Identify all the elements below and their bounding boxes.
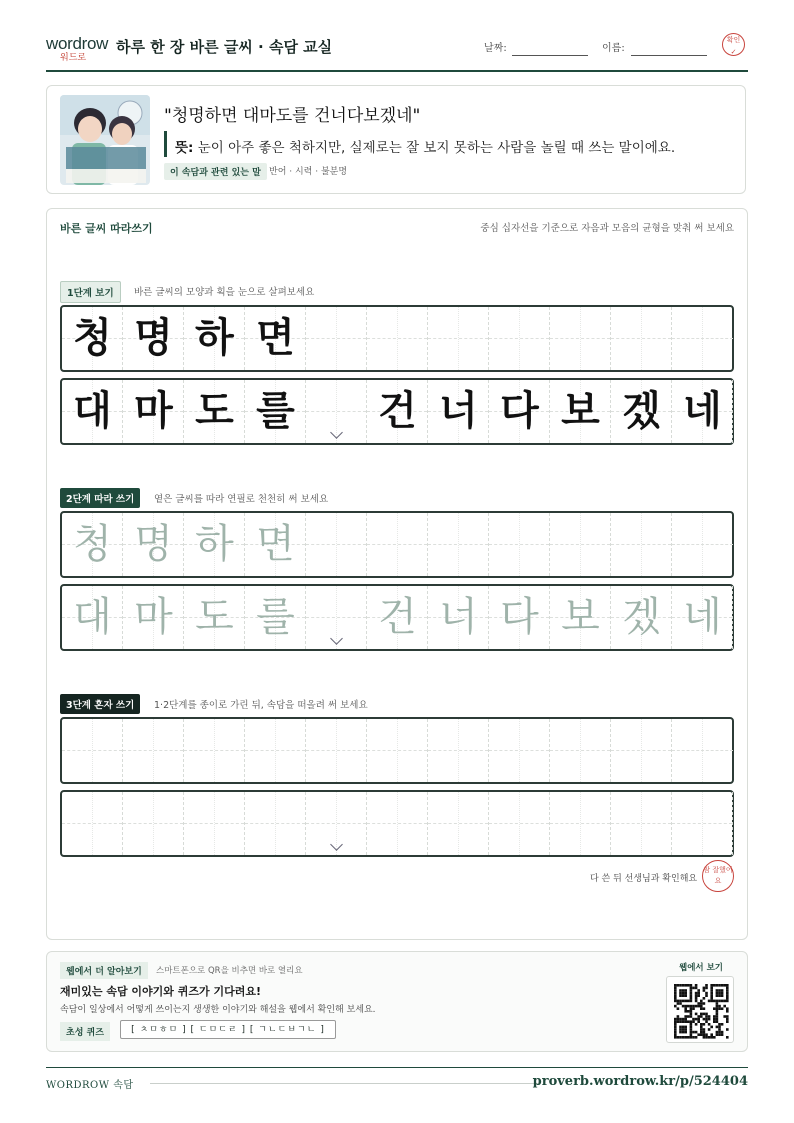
- grid-guide-v: [214, 792, 215, 855]
- grid-cell[interactable]: [123, 719, 184, 782]
- grid-guide-v: [641, 719, 642, 782]
- grid-guide-v: [702, 513, 703, 576]
- grid-character: 다: [500, 594, 539, 640]
- grid-cell[interactable]: [428, 513, 489, 576]
- grid-guide-v: [458, 792, 459, 855]
- grid-cell[interactable]: [550, 792, 611, 855]
- grid-cell[interactable]: [489, 792, 550, 855]
- grid-cell[interactable]: [62, 719, 123, 782]
- grid-guide-v: [702, 307, 703, 370]
- grid-cell[interactable]: [489, 719, 550, 782]
- grid-cell: [489, 380, 550, 443]
- footer-url[interactable]: proverb.wordrow.kr/p/524404: [532, 1074, 748, 1089]
- meaning-accent-bar: [164, 131, 167, 157]
- grid-guide-v: [580, 307, 581, 370]
- grid-guide-v: [92, 719, 93, 782]
- web-more-headline: 재미있는 속담 이야기와 퀴즈가 기다려요!: [60, 985, 261, 998]
- grid-guide-v: [702, 719, 703, 782]
- logo-subtext: 워드로: [60, 53, 87, 63]
- grid-character: 마: [134, 594, 173, 640]
- grid-character: 를: [256, 388, 295, 434]
- grid-character: 네: [683, 388, 722, 434]
- proverb-meaning: [175, 136, 675, 156]
- grid-guide-v: [458, 719, 459, 782]
- grid-character: 대: [73, 594, 112, 640]
- grid-cell[interactable]: [550, 586, 611, 649]
- grid-cell[interactable]: [672, 513, 733, 576]
- grid-character: 도: [195, 594, 234, 640]
- grid-cell: [184, 307, 245, 370]
- grid-cell[interactable]: [611, 719, 672, 782]
- grid-cell: [428, 380, 489, 443]
- grid-guide-v: [641, 513, 642, 576]
- footer-brand: WORDROW 속담: [46, 1080, 134, 1091]
- web-more-desc: 스마트폰으로 QR을 비추면 바로 열리요: [156, 966, 303, 976]
- proverb-quote: "청명하면 대마도를 건너다보겠네": [164, 106, 421, 126]
- grid-guide-v: [641, 307, 642, 370]
- grid-guide-v: [519, 513, 520, 576]
- grid-cell[interactable]: [672, 586, 733, 649]
- grid-cell[interactable]: [611, 586, 672, 649]
- grid-guide-v: [275, 719, 276, 782]
- grid-character: 보: [561, 594, 600, 640]
- grid-cell[interactable]: [367, 792, 428, 855]
- chosung-quiz-tag: 초성 퀴즈: [60, 1022, 110, 1041]
- grid-cell: [550, 307, 611, 370]
- grid-character: 보: [561, 388, 600, 434]
- grid-cell[interactable]: [489, 513, 550, 576]
- grid-character: 네: [683, 594, 722, 640]
- grid-character: 마: [134, 388, 173, 434]
- grid-guide-v: [336, 719, 337, 782]
- step3-row-2[interactable]: [60, 790, 734, 857]
- proverb-illustration: [60, 95, 150, 185]
- grid-character: 도: [195, 388, 234, 434]
- stamp-text: 확인: [726, 36, 741, 44]
- grid-guide-v: [397, 307, 398, 370]
- grid-cell[interactable]: [672, 719, 733, 782]
- grid-character: 너: [439, 388, 478, 434]
- grid-cell[interactable]: [428, 792, 489, 855]
- grid-cell: [245, 380, 306, 443]
- web-more-description: 속담이 일상에서 어떻게 쓰이는지 생생한 이야기와 해설을 웹에서 확인해 보세요.: [60, 1005, 376, 1015]
- grid-cell[interactable]: [611, 792, 672, 855]
- grid-guide-v: [458, 513, 459, 576]
- step3-row-1[interactable]: [60, 717, 734, 784]
- grid-cell[interactable]: [367, 586, 428, 649]
- good-job-stamp-icon: [702, 860, 734, 892]
- chosung-quiz-box: [ ㅊㅁㅎㅁ ] [ ㄷㅁㄷㄹ ] [ ㄱㄴㄷㅂㄱㄴ ]: [120, 1020, 336, 1039]
- grid-cell: [428, 307, 489, 370]
- grid-guide-v: [702, 792, 703, 855]
- grid-cell: [611, 380, 672, 443]
- qr-label: 웹에서 보기: [679, 963, 724, 973]
- grid-guide-v: [519, 719, 520, 782]
- grid-cell: [62, 380, 123, 443]
- grid-cell[interactable]: [62, 586, 123, 649]
- grid-guide-v: [153, 792, 154, 855]
- practice-title: 바른 글씨 따라쓰기: [60, 222, 153, 235]
- grid-cell[interactable]: [367, 513, 428, 576]
- grid-cell: [245, 307, 306, 370]
- grid-cell: [672, 307, 733, 370]
- grid-guide-v: [336, 307, 337, 370]
- wordrow-logo: wordrow: [46, 34, 109, 53]
- grid-cell[interactable]: [245, 792, 306, 855]
- grid-cell: [62, 307, 123, 370]
- grid-cell[interactable]: [184, 513, 245, 576]
- footer-divider: [46, 1067, 748, 1068]
- grid-guide-v: [519, 307, 520, 370]
- grid-character: 를: [256, 594, 295, 640]
- step3-tag: 3단계 혼자 쓰기: [60, 694, 140, 714]
- grid-cell[interactable]: [184, 719, 245, 782]
- grid-character: 하: [195, 521, 234, 567]
- grid-cell[interactable]: [306, 513, 367, 576]
- grid-guide-v: [458, 307, 459, 370]
- grid-guide-v: [153, 719, 154, 782]
- grid-cell[interactable]: [428, 719, 489, 782]
- grid-character: 대: [73, 388, 112, 434]
- grid-guide-v: [397, 719, 398, 782]
- grid-cell[interactable]: [62, 513, 123, 576]
- grid-cell[interactable]: [123, 792, 184, 855]
- grid-character: 겠: [622, 388, 661, 434]
- meaning-text: 눈이 아주 좋은 척하지만, 실제로는 잘 보지 못하는 사람을 놀릴 때 쓰는 말이에요.: [197, 140, 676, 156]
- grid-cell[interactable]: [123, 586, 184, 649]
- name-label: 이름:: [602, 43, 625, 54]
- header-divider: [46, 70, 748, 72]
- grid-cell[interactable]: [489, 586, 550, 649]
- grid-guide-v: [580, 513, 581, 576]
- grid-cell: [367, 307, 428, 370]
- grid-cell[interactable]: [428, 586, 489, 649]
- good-job-stamp-text: 참 잘했어요: [703, 866, 733, 885]
- step1-row-1: [60, 305, 734, 372]
- grid-cell[interactable]: [550, 719, 611, 782]
- web-more-tag: 웹에서 더 알아보기: [60, 962, 148, 979]
- grid-guide-v: [397, 792, 398, 855]
- grid-character: 면: [256, 521, 295, 567]
- teacher-check-text: 다 쓴 뒤 선생님과 확인해요: [590, 874, 698, 884]
- confirm-stamp-icon: 확인 ✓: [722, 33, 745, 56]
- grid-guide-v: [336, 513, 337, 576]
- grid-cell: [550, 380, 611, 443]
- step1-desc: 바른 글씨의 모양과 획을 눈으로 살펴보세요: [134, 287, 315, 298]
- grid-character: 청: [73, 315, 112, 361]
- grid-cell[interactable]: [245, 719, 306, 782]
- footer-rule: [150, 1083, 538, 1084]
- grid-character: 건: [378, 388, 417, 434]
- grid-cell: [184, 380, 245, 443]
- grid-character: 너: [439, 594, 478, 640]
- grid-cell[interactable]: [62, 792, 123, 855]
- page-title: 하루 한 장 바른 글씨 · 속담 교실: [116, 38, 333, 56]
- grid-cell: [611, 307, 672, 370]
- step2-row-1[interactable]: [60, 511, 734, 578]
- grid-character: 명: [134, 521, 173, 567]
- grid-character: 청: [73, 521, 112, 567]
- grid-character: 면: [256, 315, 295, 361]
- name-field[interactable]: [631, 41, 707, 56]
- related-words: 반어 · 시력 · 불분명: [269, 167, 348, 177]
- step1-row-2: [60, 378, 734, 445]
- grid-cell[interactable]: [184, 586, 245, 649]
- grid-cell[interactable]: [550, 513, 611, 576]
- grid-character: 하: [195, 315, 234, 361]
- meaning-label: 뜻:: [175, 140, 194, 156]
- grid-cell: [123, 307, 184, 370]
- date-label: 날짜:: [484, 43, 507, 54]
- grid-cell: [489, 307, 550, 370]
- step2-tag: 2단계 따라 쓰기: [60, 488, 140, 508]
- grid-cell[interactable]: [306, 719, 367, 782]
- grid-cell: [123, 380, 184, 443]
- step1-tag: 1단계 보기: [60, 281, 121, 303]
- grid-guide-v: [580, 719, 581, 782]
- practice-hint: 중심 십자선을 기준으로 자음과 모음의 균형을 맞춰 써 보세요: [480, 223, 734, 234]
- grid-cell[interactable]: [245, 586, 306, 649]
- step2-desc: 옅은 글씨를 따라 연필로 천천히 써 보세요: [154, 494, 329, 505]
- grid-cell: [367, 380, 428, 443]
- qr-code-icon[interactable]: [666, 976, 734, 1043]
- grid-guide-v: [92, 792, 93, 855]
- grid-cell[interactable]: [672, 792, 733, 855]
- grid-cell[interactable]: [184, 792, 245, 855]
- grid-character: 건: [378, 594, 417, 640]
- grid-character: 명: [134, 315, 173, 361]
- grid-character: 다: [500, 388, 539, 434]
- grid-cell[interactable]: [367, 719, 428, 782]
- grid-guide-v: [519, 792, 520, 855]
- grid-cell: [672, 380, 733, 443]
- grid-guide-v: [275, 792, 276, 855]
- grid-cell[interactable]: [245, 513, 306, 576]
- date-field[interactable]: [512, 41, 588, 56]
- grid-cell: [306, 307, 367, 370]
- grid-guide-v: [641, 792, 642, 855]
- grid-guide-v: [397, 513, 398, 576]
- grid-character: 겠: [622, 594, 661, 640]
- grid-guide-v: [580, 792, 581, 855]
- grid-cell[interactable]: [123, 513, 184, 576]
- step2-row-2[interactable]: [60, 584, 734, 651]
- grid-cell[interactable]: [611, 513, 672, 576]
- grid-guide-v: [214, 719, 215, 782]
- step3-desc: 1·2단계를 종이로 가린 뒤, 속담을 떠올려 써 보세요: [154, 700, 368, 711]
- related-words-tag: 이 속담과 관련 있는 말: [164, 163, 267, 180]
